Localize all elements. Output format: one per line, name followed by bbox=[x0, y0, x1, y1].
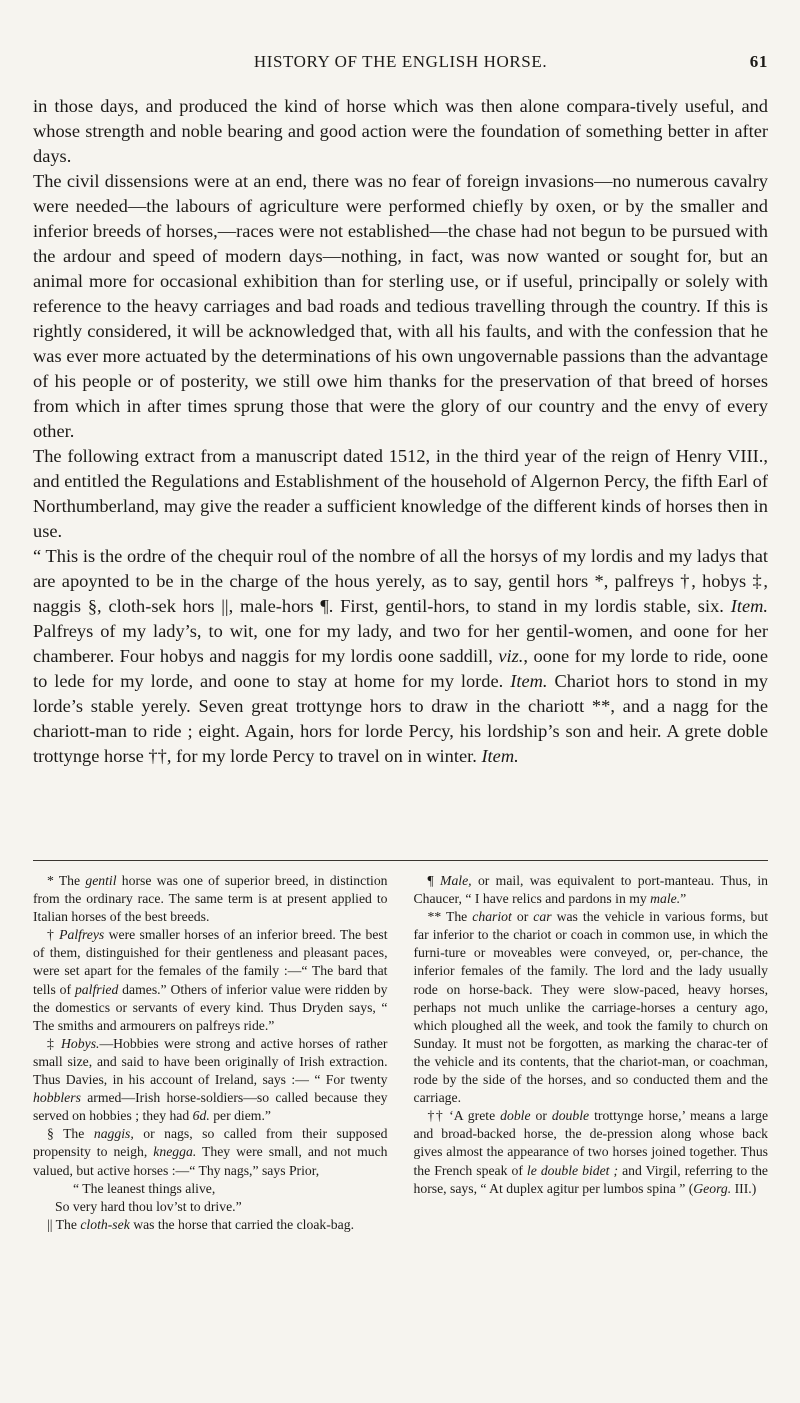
footnote-text: armed—Irish horse-soldiers—so called because they served on hobbies ; they had bbox=[33, 1090, 388, 1124]
quote-part-b: Palfreys of my lady’s, to wit, one for my lady, and two for her gentil-women, and oone for her chamberer. Four hobys and naggis for my lordis oone saddill, bbox=[33, 621, 768, 666]
paragraph-3: The following extract from a manuscript dated 1512, in the third year of the reign of Henry VIII., and entitled the Regulations and Establishment of the household of Algernon Percy, the fifth Earl of Northumberland, may give the reader a sufficient knowledge of the different kinds of horses then in use. bbox=[33, 446, 768, 541]
footnote-term: male. bbox=[650, 891, 681, 907]
footnote-text: They were small, and not much valued, but active horses :—“ Thy nags,” says Prior, bbox=[33, 1144, 388, 1178]
footnote-text: ” bbox=[680, 891, 687, 907]
footnote-term: car bbox=[533, 909, 552, 925]
footnote-doble bbox=[414, 1107, 769, 1197]
footnote-palfreys bbox=[33, 926, 388, 1035]
item-label: Item. bbox=[510, 671, 548, 691]
footnote-text: was the horse that carried the cloak-bag. bbox=[133, 1216, 354, 1232]
footnote-term: hobblers bbox=[33, 1090, 81, 1106]
footnote-text: were smaller horses of an inferior breed. The best of them, distinguished for their gentleness and pleasant paces, were set apart for the females of the family :—“ The bard that tells of bbox=[33, 927, 388, 997]
running-header bbox=[33, 52, 768, 82]
footnote-text: per diem.” bbox=[213, 1108, 271, 1124]
footnotes-left-column bbox=[33, 872, 388, 1234]
footnote-mark: * The bbox=[47, 873, 81, 888]
item-label: Item. bbox=[481, 746, 519, 766]
footnote-mark: †† ‘A grete bbox=[427, 1108, 496, 1124]
footnote-term: 6d. bbox=[192, 1108, 210, 1124]
footnote-hobys bbox=[33, 1035, 388, 1125]
footnote-text: dames.” Others of inferior value were ridden by the domestics or servants of every kind. Thus Dryden says, “ The smiths and armourers on palfreys ride.” bbox=[33, 981, 388, 1033]
item-label: Item. bbox=[730, 596, 768, 616]
footnote-term: chariot bbox=[472, 909, 512, 925]
footnote-text: was the vehicle in various forms, but far inferior to the chariot or coach in common use, in which the furni-ture or moveables were conveyed, or, per-chance, the inferior females of the family. The lord and the lady usually rode on horse-back. They were slow-paced, heavy horses, perhaps not much unlike the carriage-horses a century ago, which ploughed all the week, and took the family to church on Sunday. It must not be forgotten, as marking the charac-ter of the vehicle and its contents, that the chariot-man, or coachman, rode by the side of the horses, and so conducted them and the carriage. bbox=[413, 909, 769, 1106]
footnote-gentil bbox=[33, 872, 388, 926]
page-number: 61 bbox=[749, 52, 768, 71]
footnotes bbox=[33, 872, 768, 1234]
footnote-term: Georg. bbox=[693, 1180, 732, 1196]
footnote-term: knegga. bbox=[153, 1144, 197, 1160]
main-text bbox=[33, 94, 768, 769]
quote-part-a: “ This is the ordre of the chequir roul of the nombre of all the horsys of my lordis and my ladys that are apoynted to be in the charge of the hous yerely, as to say, gentil hors *, palfreys †, hobys ‡, naggis §, cloth-sek hors ||, male-hors ¶. First, gentil-hors, to stand in my lordis stable, six. bbox=[33, 546, 768, 616]
viz-label: viz. bbox=[498, 646, 524, 666]
footnote-text: or nags, so called from their supposed propensity to neigh, bbox=[33, 1126, 388, 1160]
footnote-text: or mail, was equivalent to port-manteau. Thus, in Chaucer, “ I have relics and pardons in my bbox=[413, 873, 768, 907]
footnote-term: double bbox=[551, 1108, 590, 1124]
footnote-text: III.) bbox=[734, 1180, 757, 1196]
footnote-mark: § The bbox=[47, 1126, 85, 1142]
footnote-term: naggis, bbox=[93, 1126, 134, 1142]
footnote-term: palfried bbox=[74, 981, 119, 997]
footnote-chariot bbox=[414, 908, 769, 1107]
footnote-male bbox=[414, 872, 769, 908]
paragraph-4-quotation bbox=[33, 544, 768, 769]
footnote-mark: † bbox=[47, 927, 55, 943]
footnote-clothsek bbox=[33, 1216, 388, 1234]
footnote-text: trottynge horse,’ means a large and broad-backed horse, the de-pression along whose back gives almost the appearance of two horses joined together. Thus the French speak of bbox=[413, 1108, 769, 1178]
footnote-text: horse was one of superior breed, in distinction from the ordinary race. The same term is at present applied to Italian horses of the best breeds. bbox=[33, 873, 388, 925]
footnote-text: —Hobbies were strong and active horses of rather small size, and said to have been originally of Irish extraction. Thus Davies, in his account of Ireland, says :— “ For twenty bbox=[33, 1035, 388, 1088]
quote-part-c: , oone for my lorde to ride, oone to lede for my lorde, and oone to stay at home for my lorde. bbox=[33, 646, 768, 691]
footnote-term: gentil bbox=[85, 873, 117, 888]
paragraph-2: The civil dissensions were at an end, there was no fear of foreign invasions—no numerous cavalry were needed—the labours of agriculture were performed chiefly by oxen, or by the smaller and inferior breeds of horses,—races were not established—the chase had not begun to be pursued with the ardour and speed of modern days—nothing, in fact, was now wanted or sought for, but an animal more for occasional exhibition than for sterling use, or if useful, principally or solely with reference to the heavy carriages and bad roads and tedious travelling through the country. If this is rightly considered, it will be acknowledged that, with all his faults, and with the confession that he was ever more actuated by the determinations of his own ungovernable passions than the advantage of his people or of posterity, we still owe him thanks for the preservation of that breed of horses from which in after times sprung those that were the glory of our country and the envy of every other. bbox=[33, 171, 768, 441]
footnote-text: or bbox=[516, 909, 529, 925]
footnote-naggis bbox=[33, 1125, 388, 1215]
verse-line-1: “ The leanest things alive, bbox=[73, 1180, 216, 1196]
footnote-term: Male, bbox=[440, 873, 472, 888]
footnote-text: or bbox=[535, 1108, 547, 1124]
footnote-divider bbox=[33, 860, 768, 861]
footnotes-right-column bbox=[414, 872, 769, 1234]
footnote-mark: ‡ bbox=[47, 1035, 56, 1051]
footnote-mark: ** The bbox=[427, 909, 468, 925]
footnote-text: and Virgil, referring to the horse, says, “ At duplex agitur per lumbos spina ” ( bbox=[413, 1162, 769, 1196]
footnote-term: cloth-sek bbox=[80, 1216, 130, 1232]
footnote-term: Hobys. bbox=[61, 1035, 100, 1051]
footnote-term: Palfreys bbox=[59, 927, 105, 943]
verse-line-2: So very hard thou lov’st to drive.” bbox=[55, 1198, 242, 1214]
footnote-term: le double bidet ; bbox=[526, 1162, 619, 1178]
paragraph-1: in those days, and produced the kind of horse which was then alone compara-tively useful, and whose strength and noble bearing and good action were the foundation of something better in after days. bbox=[33, 96, 768, 166]
footnote-mark: ¶ bbox=[427, 873, 434, 888]
footnote-mark: || The bbox=[47, 1216, 77, 1232]
running-title: HISTORY OF THE ENGLISH HORSE. bbox=[253, 52, 548, 71]
quote-part-d: Chariot hors to stond in my lorde’s stable yerely. Seven great trottynge hors to draw in the chariott **, and a nagg for the chariott-man to ride ; eight. Again, hors for lorde Percy, his lordship’s son and heir. A grete doble trottynge horse ††, for my lorde Percy to travel on in winter. bbox=[33, 671, 768, 766]
footnote-term: doble bbox=[500, 1108, 531, 1124]
